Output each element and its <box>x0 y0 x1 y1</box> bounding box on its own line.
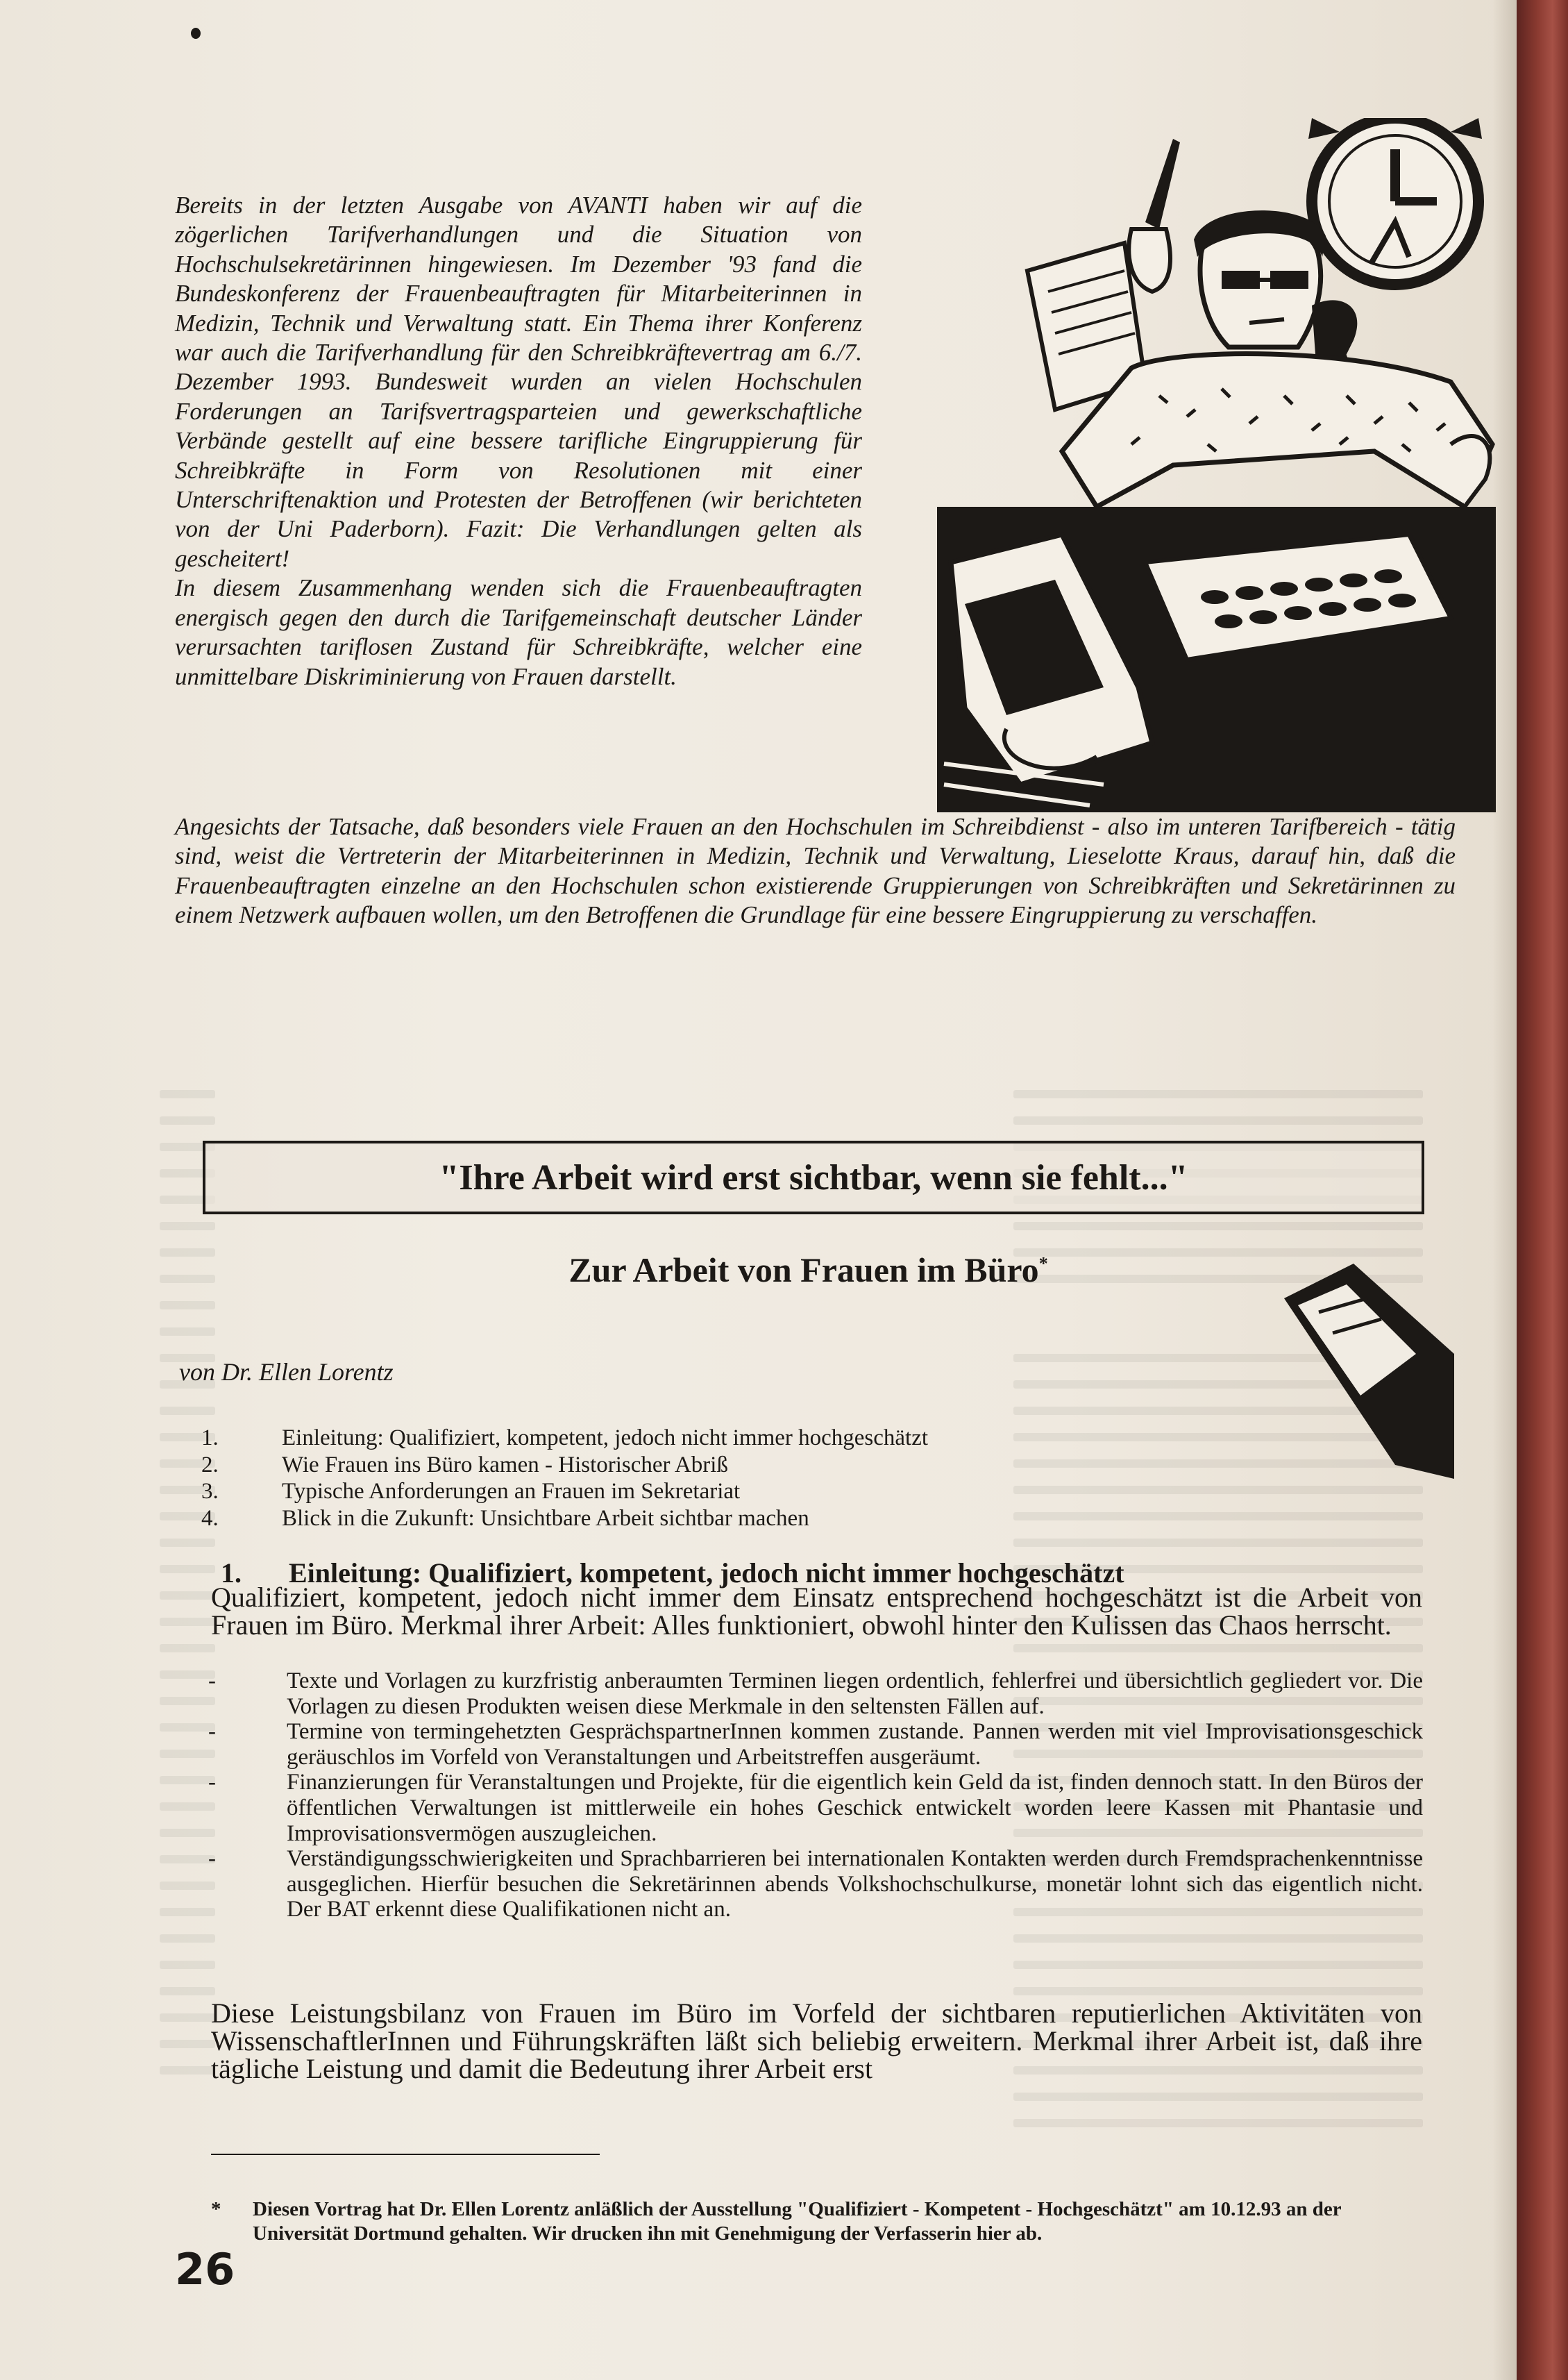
intro-paragraph-2: In diesem Zusammenhang wenden sich die Frauenbeauftragten energisch gegen den durch die Tarifgemeinschaft deutscher Länder verursachten tariflosen Zustand für Schreibkräfte, welcher eine unmittelbare Diskriminierung von Frauen darstellt. <box>175 574 862 690</box>
section-1-intro-text: Qualifiziert, kompetent, jedoch nicht immer dem Einsatz entsprechend hochgeschätzt ist die Arbeit von Frauen im Büro. Merkmal ihrer Arbeit: Alles funktioniert, obwohl hinter den Kulissen das Chaos herrscht. <box>211 1582 1422 1641</box>
footnote-divider <box>211 2154 600 2155</box>
bullet-dash: - <box>208 1770 216 1795</box>
toc-num: 1. <box>201 1425 219 1450</box>
secretary-illustration <box>923 118 1506 812</box>
toc-num: 4. <box>201 1505 219 1531</box>
list-item <box>208 1846 1423 1922</box>
section-1-continuation: Diese Leistungsbilanz von Frauen im Büro im Vorfeld der sichtbaren reputierlichen Aktivitäten von WissenschaftlerInnen und Führungskräften läßt sich beliebig erweitern. Merkmal ihrer Arbeit ist, daß ihre tägliche Leistung und damit die Bedeutung ihrer Arbeit erst <box>211 1997 1422 2084</box>
table-of-contents <box>201 1425 928 1532</box>
page-number: 26 <box>175 2244 235 2295</box>
bullet-text: Verständigungsschwierigkeiten und Sprachbarrieren bei internationalen Kontakten werden durch Fremdsprachenkenntnisse ausgeglichen. Hierfür besuchen die Sekretärinnen abends Volkshochschulkurse, monetär lohnt sich das eigentlich nicht. Der BAT erkennt diese Qualifikationen nicht an. <box>287 1846 1423 1922</box>
list-item <box>208 1668 1423 1719</box>
toc-num: 3. <box>201 1479 219 1504</box>
intro-column <box>175 191 862 692</box>
quote-title: "Ihre Arbeit wird erst sichtbar, wenn sie fehlt..." <box>439 1157 1188 1198</box>
bullet-text: Finanzierungen für Veranstaltungen und Projekte, für die eigentlich kein Geld da ist, finden dennoch statt. In den Büros der öffentlichen Verwaltungen ist mittlerweile ein hohes Geschick entwickelt worden leere Kassen mit Phantasie und Improvisationsvermögen auszugleichen. <box>287 1770 1423 1846</box>
book-cover-edge <box>1517 0 1568 2380</box>
section-1-bullets <box>208 1668 1423 1922</box>
toc-text: Typische Anforderungen an Frauen im Sekretariat <box>282 1479 741 1504</box>
section-num: 1. <box>221 1557 242 1589</box>
toc-item <box>201 1478 928 1505</box>
binding-shadow <box>1492 0 1517 2380</box>
bullet-dash: - <box>208 1719 216 1745</box>
footnote-star: * <box>211 2198 221 2220</box>
ink-dot <box>191 28 201 39</box>
toc-text: Einleitung: Qualifiziert, kompetent, jedoch nicht immer hochgeschätzt <box>282 1425 929 1450</box>
intro-paragraph-3: Angesichts der Tatsache, daß besonders viele Frauen an den Hochschulen im Schreibdienst - also im unteren Tarifbereich - tätig sind, weist die Vertreterin der Mitarbeiterinnen in Medizin, Technik und Verwaltung, Lieselotte Kraus, darauf hin, daß die Frauenbeauftragten einzelne an den Hochschulen schon existierende Gruppierungen von Schreibkräften und Sekretärinnen zu einem Netzwerk aufbauen wollen, um den Betroffenen die Grundlage für eine bessere Eingruppierung zu verschaffen. <box>175 813 1456 929</box>
paper-corner-illustration <box>1277 1257 1461 1486</box>
woman-head <box>1194 210 1326 347</box>
bullet-dash: - <box>208 1668 216 1693</box>
subtitle-footnote-mark: * <box>1038 1253 1048 1274</box>
toc-num: 2. <box>201 1452 219 1477</box>
bullet-text: Texte und Vorlagen zu kurzfristig anberaumten Terminen liegen ordentlich, fehlerfrei und übersichtlich gegliedert vor. Die Vorlagen zu diesen Produkten weisen diese Merkmale in den seltensten Fällen auf. <box>287 1668 1423 1719</box>
toc-item <box>201 1425 928 1452</box>
quote-title-box <box>203 1141 1424 1214</box>
subtitle-text: Zur Arbeit von Frauen im Büro <box>568 1250 1039 1289</box>
toc-item <box>201 1452 928 1479</box>
show-through-column-left <box>160 1090 215 2093</box>
clock-icon <box>1308 118 1482 285</box>
toc-text: Blick in die Zukunft: Unsichtbare Arbeit sichtbar machen <box>282 1505 809 1531</box>
footnote-text: Diesen Vortrag hat Dr. Ellen Lorentz anläßlich der Ausstellung "Qualifiziert - Kompetent - Hochgeschätzt" am 10.12.93 an der Universität Dortmund gehalten. Wir drucken ihn mit Genehmigung der Verfasserin hier ab. <box>253 2198 1342 2245</box>
toc-text: Wie Frauen ins Büro kamen - Historischer Abriß <box>282 1452 728 1477</box>
footnote <box>211 2197 1422 2245</box>
intro-paragraph: Bereits in der letzten Ausgabe von AVANTI haben wir auf die zögerlichen Tarifverhandlungen und die Situation von Hochschulsekretärinnen hingewiesen. Im Dezember '93 fand die Bundeskonferenz der Frauenbeauftragten für Mitarbeiterinnen in Medizin, Technik und Verwaltung statt. Ein Thema ihrer Konferenz war auch die Tarifverhandlung für den Schreibkräftevertrag am 6./7. Dezember 1993. Bundesweit wurden an vielen Hochschulen Forderungen an Tarifsvertragsparteien und gewerkschaftliche Verbände gestellt auf eine bessere tarifliche Eingruppierung für Schreibkräfte in Form von Resolutionen mit einer Unterschriftenaktion und Protesten der Betroffenen (wir berichteten von der Uni Paderborn). Fazit: Die Verhandlungen gelten als gescheitert! <box>175 192 862 572</box>
author-byline: von Dr. Ellen Lorentz <box>179 1358 394 1386</box>
list-item <box>208 1719 1423 1770</box>
section-heading-text: Einleitung: Qualifiziert, kompetent, jedoch nicht immer hochgeschätzt <box>289 1557 1124 1589</box>
bullet-text: Termine von termingehetzten GesprächspartnerInnen kommen zustande. Pannen werden mit viel Improvisationsgeschick geräuschlos im Vorfeld von Veranstaltungen und Arbeitstreffen ausgeräumt. <box>287 1719 1423 1770</box>
bullet-dash: - <box>208 1846 216 1872</box>
toc-item <box>201 1505 928 1532</box>
list-item <box>208 1770 1423 1846</box>
